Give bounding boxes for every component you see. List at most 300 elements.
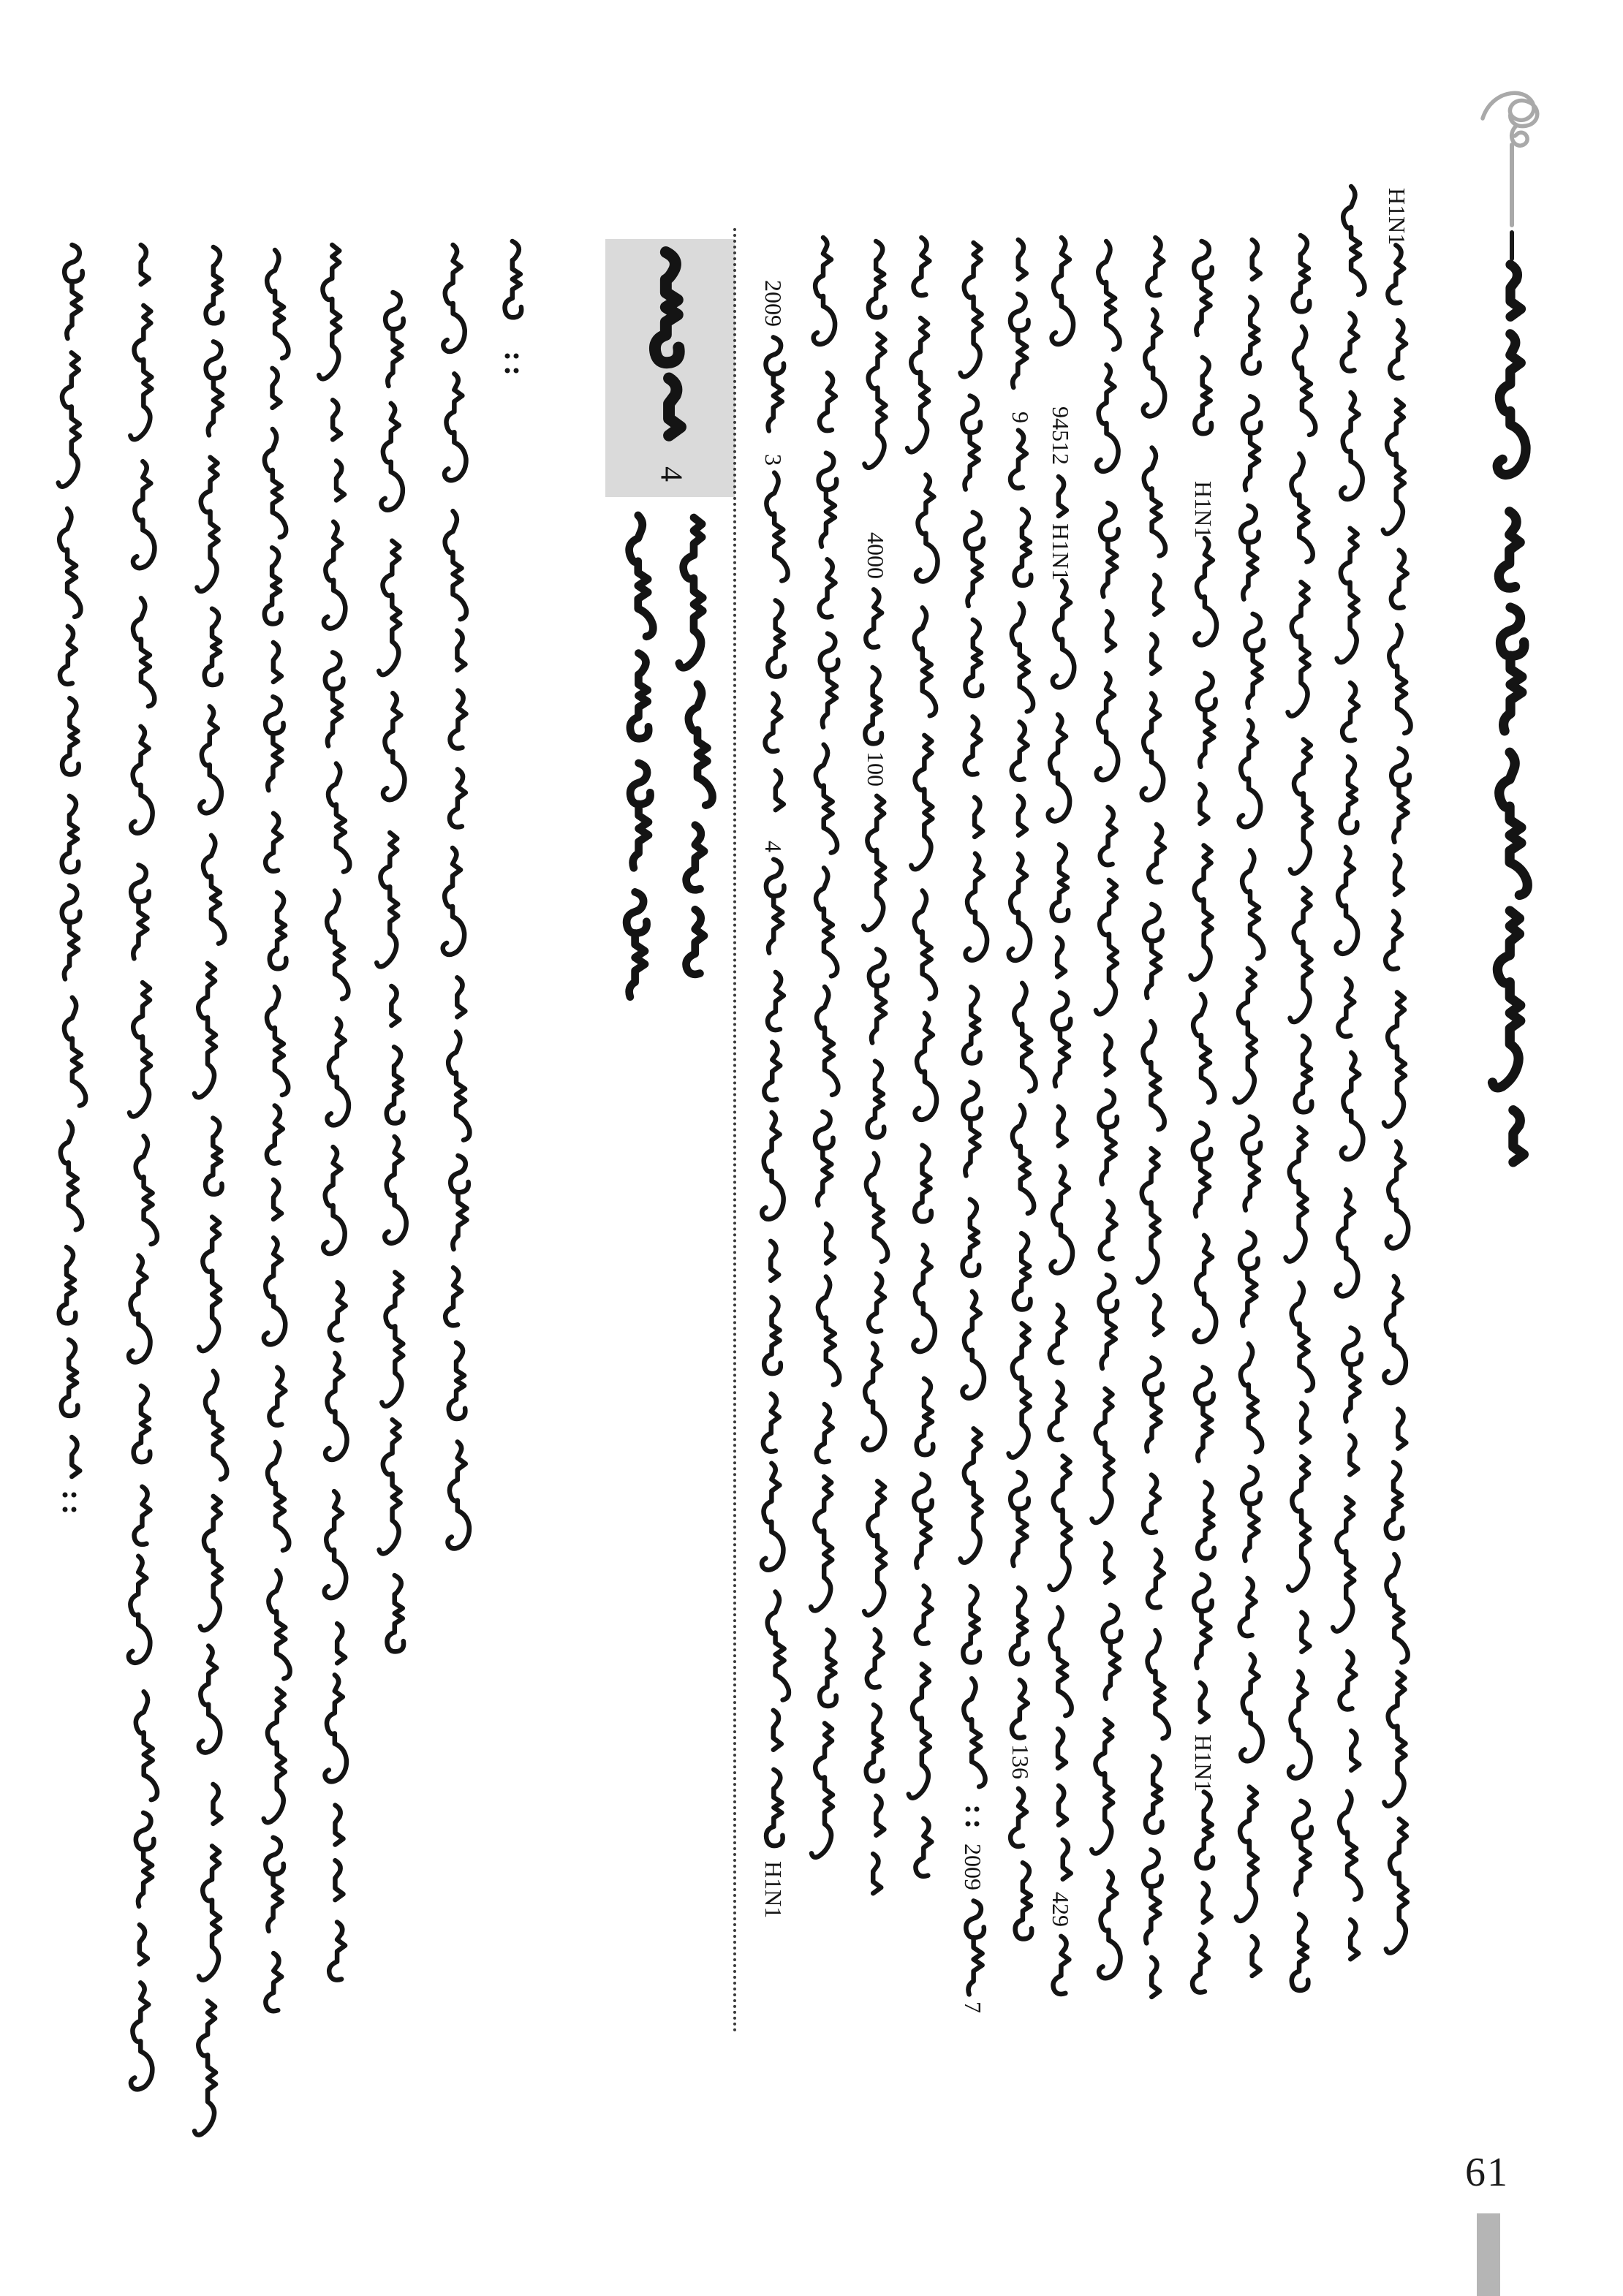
script-word bbox=[1343, 1327, 1361, 1421]
script-word bbox=[1384, 1672, 1405, 1806]
script-word bbox=[966, 620, 983, 696]
script-word bbox=[1147, 238, 1163, 295]
script-word bbox=[1235, 969, 1256, 1102]
script-word bbox=[975, 797, 983, 837]
script-word bbox=[206, 247, 223, 323]
script-word bbox=[863, 796, 885, 930]
script-word bbox=[330, 1282, 346, 1340]
script-word bbox=[1499, 512, 1520, 588]
script-word bbox=[913, 238, 929, 295]
script-word bbox=[385, 1137, 406, 1243]
script-word bbox=[1099, 1091, 1117, 1184]
script-word bbox=[1384, 993, 1405, 1126]
script-word bbox=[1200, 1683, 1208, 1722]
script-word bbox=[820, 634, 839, 727]
script-word bbox=[963, 1082, 981, 1175]
script-word bbox=[1240, 1578, 1256, 1636]
script-word bbox=[1290, 739, 1312, 873]
script-word bbox=[199, 1846, 220, 1979]
script-word bbox=[385, 292, 404, 386]
script-word bbox=[1143, 1849, 1162, 1943]
script-word bbox=[382, 1272, 403, 1406]
script-word bbox=[1053, 993, 1071, 1086]
script-word bbox=[1510, 265, 1521, 317]
script-word bbox=[1053, 580, 1074, 687]
script-word bbox=[60, 626, 76, 684]
script-word bbox=[1010, 1472, 1029, 1566]
script-word bbox=[1383, 400, 1404, 534]
script-word bbox=[265, 1953, 281, 2011]
latin-fragment: 100 bbox=[863, 751, 889, 787]
latin-fragment: 94512 bbox=[1048, 406, 1074, 465]
script-word bbox=[325, 1353, 347, 1460]
script-word bbox=[686, 825, 704, 890]
script-word bbox=[199, 1646, 220, 1753]
script-word bbox=[1333, 1497, 1354, 1631]
latin-fragment: 4 bbox=[654, 466, 688, 482]
script-word bbox=[873, 1854, 881, 1893]
script-word bbox=[768, 972, 784, 1030]
script-word bbox=[1242, 850, 1263, 958]
script-word bbox=[1092, 1719, 1113, 1853]
text-column-section-title bbox=[627, 252, 711, 491]
script-word bbox=[197, 458, 219, 591]
script-word bbox=[131, 727, 152, 833]
script-word bbox=[59, 1247, 76, 1323]
script-word bbox=[335, 1806, 343, 1845]
script-word bbox=[1241, 506, 1259, 599]
script-word bbox=[213, 1784, 222, 1824]
script-word bbox=[964, 987, 980, 1063]
script-word bbox=[1195, 1235, 1216, 1342]
script-word bbox=[1010, 1789, 1026, 1846]
script-word bbox=[59, 509, 80, 617]
script-word bbox=[133, 461, 154, 568]
script-word bbox=[1107, 611, 1115, 651]
script-word bbox=[1386, 1819, 1407, 1952]
script-word bbox=[1497, 334, 1526, 475]
script-word bbox=[1193, 1123, 1211, 1216]
script-word bbox=[337, 1624, 345, 1663]
script-word bbox=[62, 885, 80, 979]
script-word bbox=[1500, 607, 1524, 731]
script-word bbox=[1243, 297, 1260, 373]
script-word bbox=[1143, 1021, 1164, 1129]
script-word bbox=[267, 250, 288, 358]
script-word bbox=[816, 745, 837, 853]
script-word bbox=[1239, 720, 1260, 827]
script-word bbox=[869, 241, 885, 317]
script-word bbox=[826, 1224, 834, 1263]
script-word bbox=[72, 1437, 80, 1477]
script-word bbox=[773, 1710, 782, 1750]
script-word bbox=[1289, 1672, 1310, 1778]
script-word bbox=[1057, 937, 1065, 977]
script-word bbox=[58, 352, 80, 486]
script-word bbox=[457, 631, 465, 670]
script-word bbox=[444, 374, 466, 480]
script-word bbox=[1245, 614, 1263, 708]
script-word bbox=[814, 238, 835, 344]
script-word bbox=[1198, 1482, 1214, 1558]
script-word bbox=[265, 429, 286, 537]
script-word bbox=[1493, 911, 1521, 1088]
header-ornament bbox=[1478, 82, 1544, 265]
script-word bbox=[1154, 575, 1162, 615]
punctuation-dots bbox=[63, 1493, 77, 1512]
script-word bbox=[325, 652, 344, 746]
script-word bbox=[1138, 1148, 1159, 1282]
script-word bbox=[1391, 749, 1410, 842]
script-word bbox=[869, 1273, 885, 1331]
script-word bbox=[762, 1463, 783, 1570]
script-word bbox=[1050, 1456, 1071, 1590]
script-word bbox=[270, 893, 287, 969]
script-word bbox=[1198, 673, 1216, 767]
script-word bbox=[1050, 1305, 1066, 1363]
script-word bbox=[1053, 1936, 1069, 1994]
script-word bbox=[1012, 1680, 1028, 1738]
script-word bbox=[815, 1112, 833, 1205]
script-word bbox=[443, 245, 464, 352]
latin-fragment: 2009 bbox=[960, 1844, 986, 1890]
script-word bbox=[768, 1592, 789, 1700]
script-word bbox=[1386, 1462, 1403, 1538]
script-word bbox=[203, 836, 224, 944]
script-word bbox=[329, 1922, 345, 1979]
script-word bbox=[1242, 1467, 1260, 1561]
script-word bbox=[1059, 1786, 1067, 1825]
script-word bbox=[268, 1570, 290, 1678]
script-word bbox=[765, 694, 782, 751]
script-word bbox=[1195, 538, 1217, 645]
script-word bbox=[1059, 1107, 1067, 1146]
script-word bbox=[383, 693, 404, 800]
script-word bbox=[1398, 1409, 1406, 1449]
script-word bbox=[1390, 320, 1406, 378]
text-column-left-3 bbox=[178, 247, 243, 2160]
script-word bbox=[450, 1156, 469, 1249]
script-word bbox=[1193, 994, 1214, 1102]
text-column-left-7 bbox=[423, 245, 488, 1564]
script-word bbox=[869, 950, 888, 1043]
script-word bbox=[915, 1819, 931, 1876]
script-word bbox=[915, 607, 936, 716]
script-word bbox=[962, 395, 980, 489]
script-word bbox=[336, 461, 344, 500]
script-word bbox=[866, 1705, 883, 1781]
script-word bbox=[1148, 1550, 1164, 1607]
script-word bbox=[387, 1047, 404, 1123]
script-word bbox=[820, 373, 836, 431]
script-word bbox=[1010, 431, 1026, 488]
script-word bbox=[766, 1770, 783, 1846]
script-word bbox=[447, 1442, 469, 1549]
script-word bbox=[1294, 327, 1315, 435]
script-word bbox=[1105, 1543, 1113, 1583]
script-word bbox=[762, 1113, 783, 1219]
script-word bbox=[135, 1487, 151, 1545]
script-word bbox=[1148, 1630, 1169, 1738]
text-column-attribution-2 bbox=[661, 518, 732, 1000]
script-word bbox=[816, 868, 837, 976]
script-word bbox=[206, 341, 224, 435]
script-word bbox=[335, 1860, 343, 1900]
script-word bbox=[269, 1368, 285, 1425]
script-word bbox=[907, 318, 928, 452]
script-word bbox=[1339, 1792, 1361, 1900]
script-word bbox=[1151, 1958, 1159, 1997]
latin-fragment: H1N1 bbox=[1190, 481, 1217, 539]
script-word bbox=[62, 796, 79, 872]
script-word bbox=[1149, 825, 1165, 882]
script-word bbox=[449, 1343, 466, 1419]
script-word bbox=[1098, 241, 1119, 349]
script-word bbox=[688, 684, 712, 806]
script-word bbox=[1499, 752, 1528, 895]
latin-fragment: 136 bbox=[1007, 1744, 1034, 1779]
script-word bbox=[1291, 454, 1312, 562]
script-word bbox=[961, 243, 982, 376]
script-word bbox=[273, 368, 281, 408]
script-word bbox=[964, 1678, 985, 1787]
script-word bbox=[1295, 1036, 1312, 1112]
script-word bbox=[131, 1982, 152, 2089]
script-word bbox=[391, 986, 399, 1026]
text-column-right-14 bbox=[1363, 187, 1429, 2012]
script-word bbox=[1143, 1475, 1159, 1533]
script-word bbox=[764, 1042, 780, 1100]
script-word bbox=[381, 403, 402, 510]
text-column-left-6 bbox=[360, 292, 425, 1681]
script-word bbox=[866, 589, 882, 647]
ornament-swirl bbox=[1483, 93, 1537, 145]
script-word bbox=[1341, 757, 1358, 833]
script-word bbox=[820, 559, 836, 617]
script-word bbox=[1336, 847, 1358, 954]
script-word bbox=[64, 245, 83, 338]
script-word bbox=[136, 1136, 157, 1244]
script-word bbox=[1243, 1117, 1261, 1210]
script-word bbox=[129, 982, 151, 1116]
script-word bbox=[1194, 1575, 1212, 1668]
script-word bbox=[1191, 845, 1212, 979]
script-word bbox=[1144, 904, 1162, 998]
script-word bbox=[1011, 1588, 1028, 1664]
script-word bbox=[264, 1238, 285, 1344]
script-word bbox=[194, 963, 216, 1097]
script-word bbox=[1236, 1787, 1257, 1921]
script-word bbox=[629, 515, 653, 637]
script-word bbox=[913, 1245, 934, 1352]
script-word bbox=[1252, 240, 1260, 279]
latin-fragment: 9 bbox=[1007, 412, 1034, 423]
script-word bbox=[917, 1379, 934, 1455]
script-word bbox=[766, 337, 784, 431]
script-word bbox=[911, 735, 932, 869]
script-word bbox=[131, 865, 149, 958]
script-word bbox=[1194, 241, 1212, 335]
script-word bbox=[1292, 1914, 1309, 1990]
script-word bbox=[1010, 294, 1029, 387]
script-word bbox=[1200, 784, 1208, 824]
script-word bbox=[817, 987, 838, 1095]
script-word bbox=[387, 1575, 404, 1651]
script-word bbox=[1100, 1275, 1118, 1368]
script-word bbox=[766, 473, 787, 581]
script-word bbox=[915, 1013, 937, 1120]
script-word bbox=[1385, 912, 1401, 969]
script-word bbox=[377, 833, 398, 966]
script-word bbox=[1144, 1357, 1162, 1451]
script-word bbox=[1100, 807, 1116, 865]
script-word bbox=[134, 1386, 151, 1462]
latin-fragment: 7 bbox=[960, 2001, 986, 2013]
script-word bbox=[686, 909, 704, 974]
script-word bbox=[1336, 1189, 1358, 1296]
script-word bbox=[1192, 1934, 1208, 1992]
script-word bbox=[1146, 1757, 1162, 1833]
script-word bbox=[1059, 477, 1067, 516]
script-word bbox=[864, 334, 885, 468]
script-word bbox=[1293, 1801, 1312, 1895]
script-word bbox=[819, 453, 837, 547]
script-word bbox=[866, 1153, 888, 1262]
script-word bbox=[325, 1675, 347, 1781]
latin-fragment: 429 bbox=[1048, 1892, 1074, 1927]
text-column-left-8 bbox=[479, 241, 545, 387]
script-word bbox=[267, 1105, 283, 1163]
text-column-left-4 bbox=[242, 250, 308, 2017]
script-word bbox=[914, 1474, 932, 1568]
script-word bbox=[1100, 1201, 1116, 1259]
script-word bbox=[1241, 1654, 1262, 1761]
script-word bbox=[1151, 634, 1159, 674]
script-word bbox=[776, 770, 784, 810]
script-word bbox=[1388, 245, 1404, 303]
script-word bbox=[1050, 1607, 1071, 1716]
script-word bbox=[1252, 1936, 1260, 1976]
script-word bbox=[1196, 1792, 1213, 1868]
script-word bbox=[445, 1268, 461, 1325]
script-word bbox=[1143, 309, 1165, 416]
script-word bbox=[445, 511, 466, 619]
script-word bbox=[1195, 1367, 1214, 1460]
script-word bbox=[864, 1481, 885, 1615]
script-word bbox=[820, 1630, 836, 1706]
script-word bbox=[265, 814, 281, 871]
script-word bbox=[265, 548, 281, 624]
script-word bbox=[328, 1018, 349, 1125]
script-word bbox=[909, 1664, 930, 1797]
script-word bbox=[205, 1371, 227, 1479]
script-word bbox=[771, 1241, 779, 1281]
script-word bbox=[200, 1496, 222, 1630]
script-word bbox=[1384, 1276, 1405, 1383]
script-word bbox=[916, 1586, 932, 1644]
script-word bbox=[1240, 1232, 1258, 1326]
script-word bbox=[333, 400, 341, 439]
section-separator bbox=[733, 228, 736, 2034]
script-word bbox=[1338, 979, 1354, 1037]
script-word bbox=[273, 1180, 281, 1219]
script-word bbox=[1142, 693, 1163, 800]
latin-fragment: H1N1 bbox=[1048, 523, 1074, 581]
script-word bbox=[768, 600, 784, 676]
script-word bbox=[457, 977, 465, 1017]
script-word bbox=[450, 769, 466, 827]
script-word bbox=[1342, 683, 1358, 740]
script-word bbox=[655, 252, 679, 363]
script-word bbox=[200, 706, 221, 813]
script-word bbox=[1337, 528, 1358, 662]
script-word bbox=[1018, 240, 1026, 279]
latin-fragment: 3 bbox=[760, 454, 787, 466]
script-word bbox=[966, 854, 987, 961]
script-word bbox=[1096, 880, 1117, 1014]
script-word bbox=[1301, 1613, 1309, 1652]
script-word bbox=[1051, 1166, 1072, 1273]
script-word bbox=[1103, 1605, 1121, 1699]
latin-fragment: 2009 bbox=[760, 280, 787, 327]
script-word bbox=[915, 890, 936, 999]
script-word bbox=[62, 698, 79, 774]
script-word bbox=[1106, 1035, 1114, 1075]
script-word bbox=[1342, 313, 1358, 371]
script-word bbox=[141, 245, 149, 284]
script-word bbox=[61, 1121, 82, 1230]
script-word bbox=[450, 691, 466, 749]
script-word bbox=[669, 378, 681, 435]
script-word bbox=[811, 1477, 832, 1610]
script-word bbox=[205, 1118, 222, 1194]
script-word bbox=[865, 667, 882, 743]
script-word bbox=[448, 1032, 469, 1140]
script-word bbox=[273, 643, 281, 682]
script-word bbox=[194, 2001, 216, 2134]
page-number: 61 bbox=[1465, 2150, 1509, 2195]
script-word bbox=[1340, 1651, 1356, 1709]
script-word bbox=[328, 764, 349, 872]
script-word bbox=[961, 1428, 982, 1562]
script-word bbox=[1342, 1053, 1363, 1159]
punctuation-dots bbox=[505, 354, 519, 374]
script-word bbox=[1387, 1142, 1408, 1249]
script-word bbox=[818, 1276, 839, 1384]
script-word bbox=[1052, 844, 1069, 920]
script-word bbox=[1100, 503, 1119, 596]
script-word bbox=[1050, 1382, 1066, 1440]
script-word bbox=[1012, 722, 1028, 780]
script-word bbox=[962, 1292, 983, 1398]
script-word bbox=[505, 241, 522, 317]
script-word bbox=[443, 848, 464, 955]
script-word bbox=[1286, 1127, 1307, 1261]
script-word bbox=[1292, 1283, 1313, 1391]
script-word bbox=[267, 987, 288, 1095]
script-word bbox=[764, 1297, 781, 1374]
script-word bbox=[136, 1691, 157, 1800]
script-word bbox=[1395, 855, 1403, 895]
text-column-left-1 bbox=[37, 245, 102, 1524]
script-word bbox=[863, 1344, 885, 1450]
script-word bbox=[130, 306, 151, 439]
script-word bbox=[1351, 1731, 1359, 1770]
script-word bbox=[868, 1061, 885, 1137]
script-word bbox=[678, 518, 702, 667]
script-word bbox=[1203, 1883, 1211, 1922]
script-word bbox=[1144, 447, 1165, 556]
